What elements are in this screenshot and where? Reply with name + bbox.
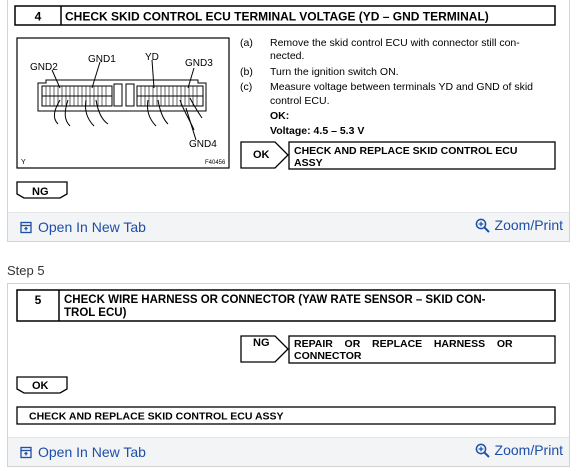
open-new-tab-icon xyxy=(20,221,33,234)
ok-tag: OK xyxy=(253,149,270,161)
gnd1-label: GND1 xyxy=(88,54,116,65)
zoom-print-label: Zoom/Print xyxy=(494,442,563,458)
open-new-tab-button[interactable] xyxy=(20,219,146,235)
zoom-icon xyxy=(475,443,490,458)
step5-final-action: CHECK AND REPLACE SKID CONTROL ECU ASSY xyxy=(29,410,284,423)
zoom-print-button[interactable] xyxy=(475,217,563,233)
ng-tag: NG xyxy=(32,186,49,198)
step5-title-line1: CHECK WIRE HARNESS OR CONNECTOR (YAW RATE SENSOR – SKID CON- xyxy=(64,294,486,306)
ok-heading: OK: xyxy=(270,110,290,122)
step-a-marker: (a) xyxy=(240,37,253,49)
open-new-tab-label: Open In New Tab xyxy=(38,219,146,235)
step5-toolbar xyxy=(8,437,569,466)
step4-number: 4 xyxy=(34,9,42,24)
ok-action-line2: ASSY xyxy=(294,157,323,169)
step-c-text: Measure voltage between terminals YD and GND of skid xyxy=(270,81,534,93)
step4-toolbar xyxy=(8,212,569,241)
step5-ng-action-line2: CONNECTOR xyxy=(294,350,362,362)
step-label: Step 5 xyxy=(7,263,45,278)
figure-code: F40456 xyxy=(205,160,226,166)
step4-title: CHECK SKID CONTROL ECU TERMINAL VOLTAGE (YD – GND TERMINAL) xyxy=(65,9,489,24)
step5-card xyxy=(7,283,570,467)
step-b-marker: (b) xyxy=(240,66,253,78)
step5-ng-action-line1: REPAIR OR REPLACE HARNESS OR xyxy=(294,338,513,350)
open-new-tab-button[interactable] xyxy=(20,444,146,460)
step5-title-line2: TROL ECU) xyxy=(64,307,127,319)
step5-ng-tag: NG xyxy=(253,337,270,349)
gnd3-label: GND3 xyxy=(185,58,213,69)
step5-number: 5 xyxy=(34,293,42,307)
zoom-print-label: Zoom/Print xyxy=(494,217,563,233)
open-new-tab-label: Open In New Tab xyxy=(38,444,146,460)
ok-voltage: Voltage: 4.5 – 5.3 V xyxy=(270,125,365,137)
step-a-text-cont: nected. xyxy=(270,50,305,62)
zoom-icon xyxy=(475,218,490,233)
ok-action-line1: CHECK AND REPLACE SKID CONTROL ECU xyxy=(294,145,518,157)
gnd4-label: GND4 xyxy=(189,139,217,150)
step5-ok-tag: OK xyxy=(32,380,49,392)
step4-figure xyxy=(8,0,569,214)
y-label: Y xyxy=(21,159,26,166)
step-a-text: Remove the skid control ECU with connector still con- xyxy=(270,37,520,49)
step-c-marker: (c) xyxy=(240,81,253,93)
step-b-text: Turn the ignition switch ON. xyxy=(270,66,399,78)
step4-card xyxy=(7,0,570,242)
zoom-print-button[interactable] xyxy=(475,442,563,458)
yd-label: YD xyxy=(145,52,159,63)
step5-figure xyxy=(8,284,569,438)
gnd2-label: GND2 xyxy=(30,62,58,73)
step-c-text-cont: control ECU. xyxy=(270,95,330,107)
open-new-tab-icon xyxy=(20,446,33,459)
